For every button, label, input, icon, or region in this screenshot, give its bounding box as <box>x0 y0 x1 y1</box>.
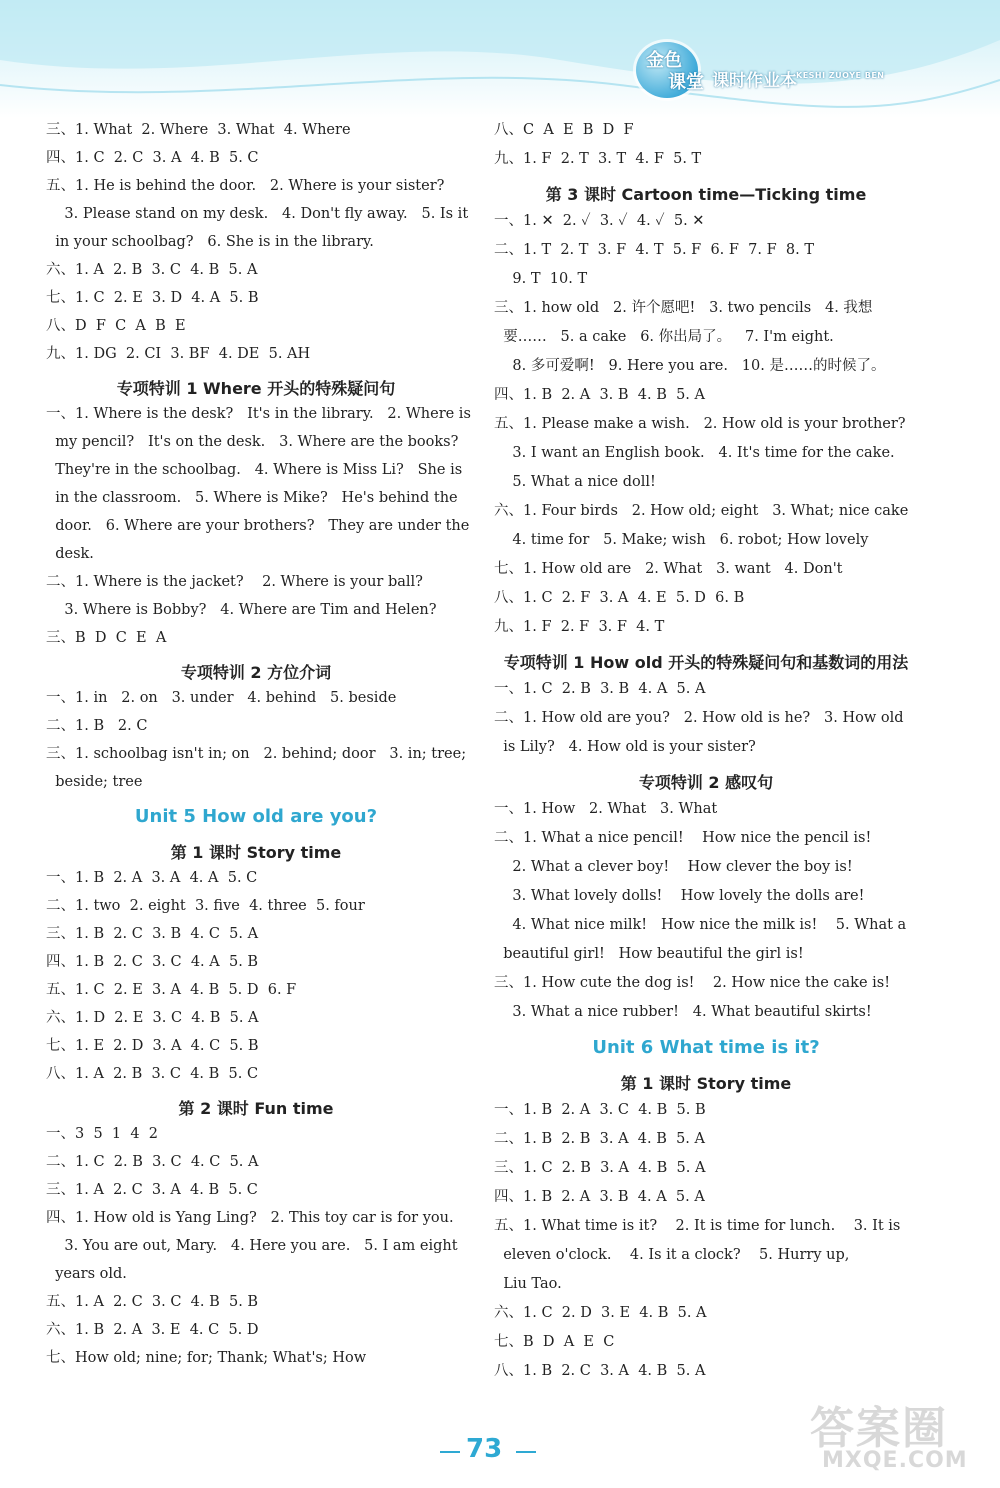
section-heading: 第 1 课时 Story time <box>620 1074 792 1093</box>
answer-line: 一、1. How 2. What 3. What <box>494 801 718 817</box>
answer-line: my pencil? It's on the desk. 3. Where are the books? <box>46 434 459 450</box>
answer-line: in your schoolbag? 6. She is in the library. <box>46 234 374 250</box>
header-logo <box>632 40 902 100</box>
answer-line: 3. Please stand on my desk. 4. Don't fly away. 5. Is it <box>46 206 469 222</box>
answer-line: 四、1. B 2. C 3. C 4. A 5. B <box>46 954 259 970</box>
answer-line: 一、1. in 2. on 3. under 4. behind 5. beside <box>46 690 397 706</box>
answer-line: 三、1. How cute the dog is! 2. How nice the cake is! <box>494 975 891 991</box>
answer-line: 四、1. How old is Yang Ling? 2. This toy car is for you. <box>46 1210 454 1226</box>
answer-line: 四、1. B 2. A 3. B 4. A 5. A <box>494 1189 705 1205</box>
answer-line: 三、1. What 2. Where 3. What 4. Where <box>46 122 351 138</box>
answer-line: 8. 多可爱啊! 9. Here you are. 10. 是……的时候了。 <box>494 358 886 374</box>
answer-line: 八、1. B 2. C 3. A 4. B 5. A <box>494 1363 706 1379</box>
answer-line: beautiful girl! How beautiful the girl is! <box>494 946 804 962</box>
answer-line: 四、1. C 2. C 3. A 4. B 5. C <box>46 150 259 166</box>
answer-line: 五、1. C 2. E 3. A 4. B 5. D 6. F <box>46 982 297 998</box>
logo-text: 金色 <box>646 50 682 71</box>
answer-line: 二、1. How old are you? 2. How old is he? 3. How old <box>494 710 904 726</box>
answer-line: 九、1. F 2. T 3. T 4. F 5. T <box>494 151 702 167</box>
unit-heading: Unit 6 What time is it? <box>592 1037 820 1058</box>
answer-line: door. 6. Where are your brothers? They are under the <box>46 518 470 534</box>
answer-line: 三、1. A 2. C 3. A 4. B 5. C <box>46 1182 258 1198</box>
answer-line: 9. T 10. T <box>494 271 588 287</box>
answer-line: 一、1. C 2. B 3. B 4. A 5. A <box>494 681 706 697</box>
answer-line: 一、1. Where is the desk? It's in the library. 2. Where is <box>46 406 471 422</box>
answer-line: 六、1. B 2. A 3. E 4. C 5. D <box>46 1322 259 1338</box>
answer-line: 六、1. Four birds 2. How old; eight 3. What; nice cake <box>494 503 909 519</box>
answer-line: in the classroom. 5. Where is Mike? He's behind the <box>46 490 458 506</box>
answer-line: 二、1. C 2. B 3. C 4. C 5. A <box>46 1154 259 1170</box>
answer-line: desk. <box>46 546 94 562</box>
section-heading: 第 3 课时 Cartoon time—Ticking time <box>545 185 867 204</box>
watermark-url: MXQE.COM <box>822 1448 968 1473</box>
answer-line: 3. What lovely dolls! How lovely the dolls are! <box>494 888 865 904</box>
answer-line: 七、1. E 2. D 3. A 4. C 5. B <box>46 1038 259 1054</box>
answer-line: 八、1. A 2. B 3. C 4. B 5. C <box>46 1066 259 1082</box>
section-heading: 专项特训 1 How old 开头的特殊疑问句和基数词的用法 <box>503 653 909 672</box>
answer-line: 五、1. A 2. C 3. C 4. B 5. B <box>46 1294 259 1310</box>
section-heading: 专项特训 2 方位介词 <box>180 663 332 682</box>
answer-line: 3. You are out, Mary. 4. Here you are. 5. I am eight <box>46 1238 458 1254</box>
answer-line: 3. Where is Bobby? 4. Where are Tim and Helen? <box>46 602 437 618</box>
answer-line: 七、How old; nine; for; Thank; What's; How <box>46 1350 367 1366</box>
answer-line: 要…… 5. a cake 6. 你出局了。 7. I'm eight. <box>494 329 834 345</box>
answer-line: 三、1. schoolbag isn't in; on 2. behind; door 3. in; tree; <box>46 746 467 762</box>
answer-line: 二、1. B 2. B 3. A 4. B 5. A <box>494 1131 706 1147</box>
answer-line: 三、B D C E A <box>46 630 167 646</box>
watermark-text: 答案圈 <box>810 1403 948 1454</box>
page-number-block <box>440 1434 540 1470</box>
answer-line: 七、1. How old are 2. What 3. want 4. Don't <box>494 561 843 577</box>
page-number: 73 <box>466 1434 503 1464</box>
answer-line: 八、D F C A B E <box>46 318 186 334</box>
page-number-dash <box>516 1451 536 1453</box>
answer-line: 3. What a nice rubber! 4. What beautiful skirts! <box>494 1004 872 1020</box>
answer-line: 一、3 5 1 4 2 <box>46 1126 158 1142</box>
answer-line: 三、1. B 2. C 3. B 4. C 5. A <box>46 926 259 942</box>
logo-pinyin: KESHI ZUOYE BEN <box>796 71 885 80</box>
logo-subtitle: 课时作业本 <box>712 71 797 91</box>
answer-line: 一、1. B 2. A 3. A 4. A 5. C <box>46 870 258 886</box>
answer-line: 八、1. C 2. F 3. A 4. E 5. D 6. B <box>494 590 745 606</box>
answer-line: 三、1. C 2. B 3. A 4. B 5. A <box>494 1160 706 1176</box>
answer-line: is Lily? 4. How old is your sister? <box>494 739 756 755</box>
answer-line: 五、1. Please make a wish. 2. How old is your brother? <box>494 416 906 432</box>
answer-line: 二、1. T 2. T 3. F 4. T 5. F 6. F 7. F 8. T <box>494 242 815 258</box>
answer-line: 七、B D A E C <box>494 1334 615 1350</box>
answer-line: 二、1. What a nice pencil! How nice the pencil is! <box>494 830 872 846</box>
answer-line: 2. What a clever boy! How clever the boy is! <box>494 859 853 875</box>
answer-line: 二、1. B 2. C <box>46 718 148 734</box>
logo-text: 课堂 <box>668 72 704 93</box>
answer-line: beside; tree <box>46 774 143 790</box>
answer-line: 六、1. A 2. B 3. C 4. B 5. A <box>46 262 258 278</box>
answer-line: 二、1. two 2. eight 3. five 4. three 5. four <box>46 898 365 914</box>
section-heading: 专项特训 1 Where 开头的特殊疑问句 <box>116 379 396 398</box>
answer-line: 四、1. B 2. A 3. B 4. B 5. A <box>494 387 706 403</box>
answer-line: 4. time for 5. Make; wish 6. robot; How lovely <box>494 532 869 548</box>
answer-line: Liu Tao. <box>494 1276 562 1292</box>
answer-line: 五、1. He is behind the door. 2. Where is your sister? <box>46 178 445 194</box>
unit-heading: Unit 5 How old are you? <box>134 806 378 827</box>
answer-line: eleven o'clock. 4. Is it a clock? 5. Hurry up, <box>494 1247 850 1263</box>
watermark <box>800 1392 990 1482</box>
section-heading: 专项特训 2 感叹句 <box>638 773 774 792</box>
answer-line: 一、1. ✕ 2. ✓ 3. ✓ 4. ✓ 5. ✕ <box>494 213 705 229</box>
section-heading: 第 2 课时 Fun time <box>178 1099 334 1118</box>
answer-line: years old. <box>46 1266 127 1282</box>
answer-line: 八、C A E B D F <box>494 122 634 138</box>
answer-line: 一、1. B 2. A 3. C 4. B 5. B <box>494 1102 706 1118</box>
answer-line: 五、1. What time is it? 2. It is time for lunch. 3. It is <box>494 1218 901 1234</box>
page-number-dash <box>440 1451 460 1453</box>
answer-line: They're in the schoolbag. 4. Where is Miss Li? She is <box>46 462 463 478</box>
answer-line: 九、1. F 2. F 3. F 4. T <box>494 619 665 635</box>
answer-line: 七、1. C 2. E 3. D 4. A 5. B <box>46 290 259 306</box>
section-heading: 第 1 课时 Story time <box>170 843 342 862</box>
answer-line: 3. I want an English book. 4. It's time for the cake. <box>494 445 895 461</box>
answer-line: 六、1. C 2. D 3. E 4. B 5. A <box>494 1305 707 1321</box>
answer-line: 三、1. how old 2. 许个愿吧! 3. two pencils 4. 我想 <box>494 300 873 316</box>
answer-line: 5. What a nice doll! <box>494 474 656 490</box>
answer-line: 二、1. Where is the jacket? 2. Where is your ball? <box>46 574 423 590</box>
answer-line: 九、1. DG 2. CI 3. BF 4. DE 5. AH <box>46 346 311 362</box>
answer-line: 六、1. D 2. E 3. C 4. B 5. A <box>46 1010 259 1026</box>
answer-line: 4. What nice milk! How nice the milk is! 5. What a <box>494 917 907 933</box>
